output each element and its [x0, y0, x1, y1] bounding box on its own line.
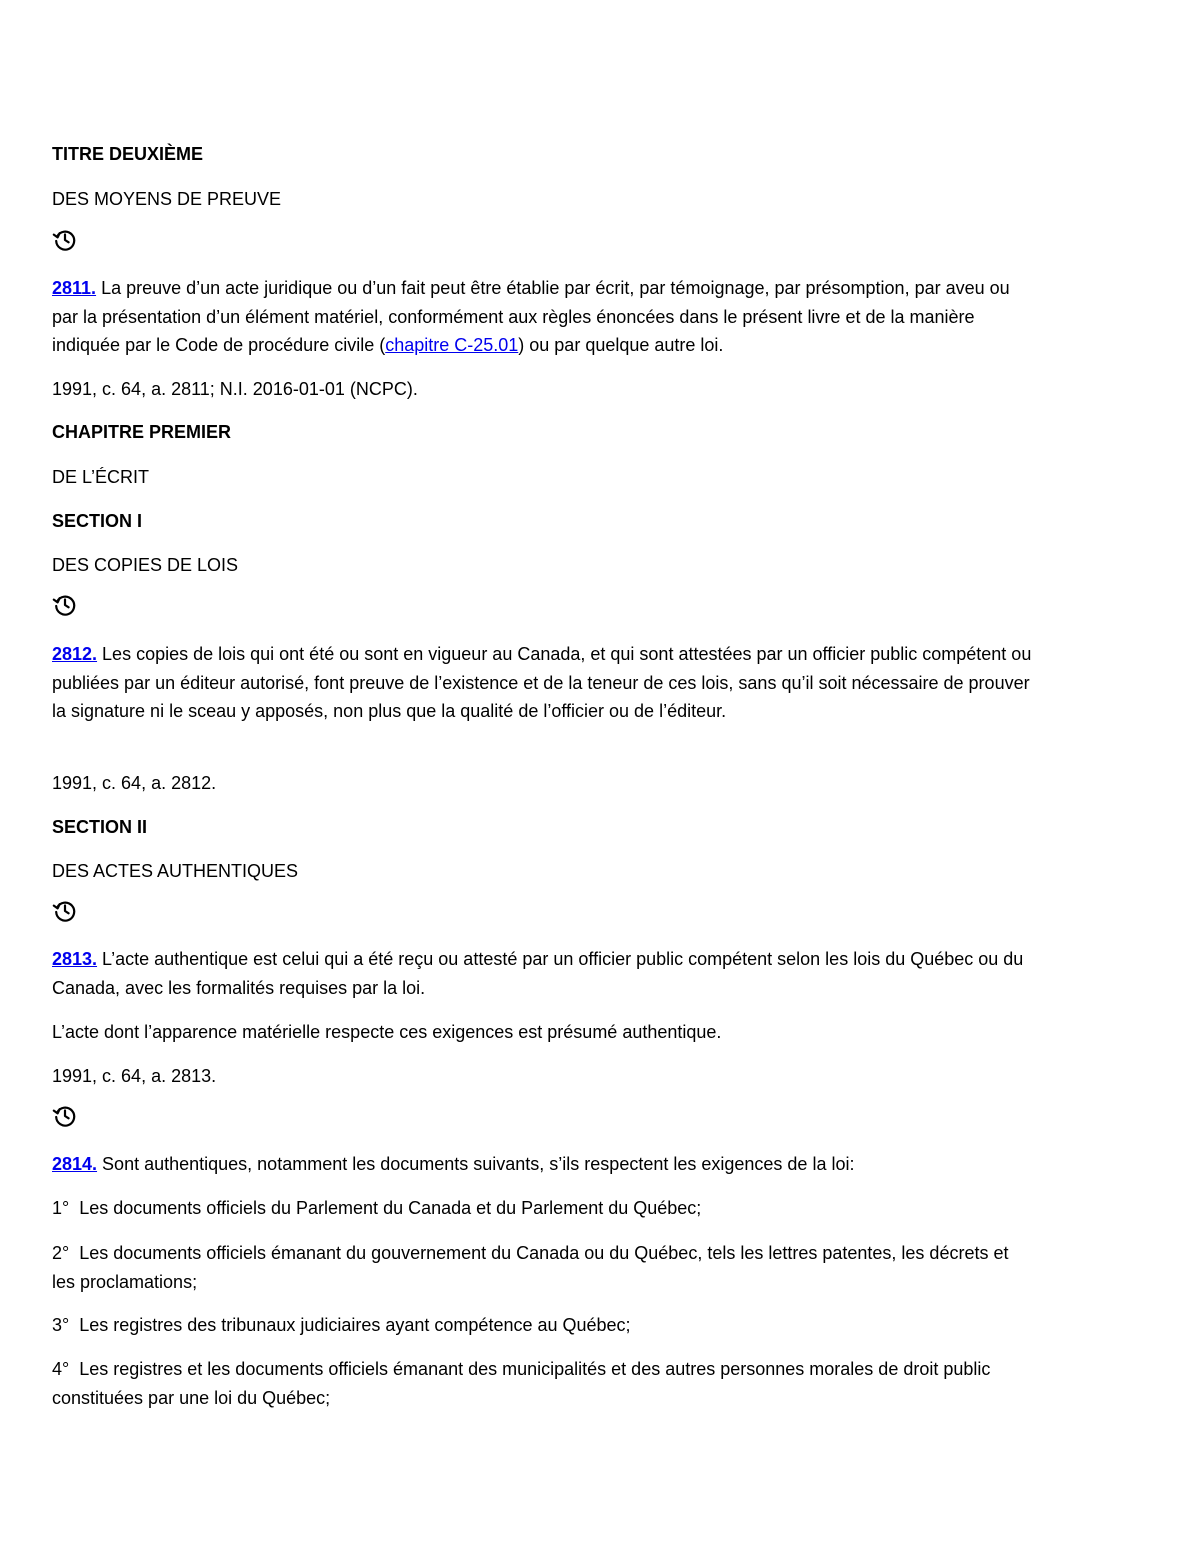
history-icon[interactable]: [52, 1103, 78, 1129]
article-2813: [52, 945, 1032, 1002]
article-2811-history: 1991, c. 64, a. 2811; N.I. 2016-01-01 (NCPC).: [52, 379, 418, 399]
article-2811-text-end: ) ou par quelque autre loi.: [518, 335, 724, 355]
chapter-heading: CHAPITRE PREMIER: [52, 422, 232, 442]
list-item: [52, 1355, 1032, 1412]
article-2811-link[interactable]: 2811.: [52, 278, 97, 298]
list-item-text: Les documents officiels du Parlement du Canada et du Parlement du Québec;: [79, 1198, 702, 1218]
history-icon[interactable]: [52, 592, 78, 618]
section-1-heading: SECTION I: [52, 511, 143, 531]
section-1-subheading: DES COPIES DE LOIS: [52, 555, 239, 575]
list-item-number: 1°: [52, 1198, 70, 1218]
section-2-heading: SECTION II: [52, 817, 148, 837]
article-2814: [52, 1150, 1032, 1179]
list-item-number: 4°: [52, 1359, 70, 1379]
title-heading: TITRE DEUXIÈME: [52, 144, 204, 164]
article-2814-link[interactable]: 2814.: [52, 1154, 98, 1174]
article-2813-paragraph-2: L’acte dont l’apparence matérielle respecte ces exigences est présumé authentique.: [52, 1022, 722, 1042]
article-2814-text: Sont authentiques, notamment les documents suivants, s’ils respectent les exigences de la loi:: [97, 1154, 855, 1174]
list-item: [52, 1311, 1032, 1340]
article-2812: [52, 640, 1032, 726]
list-item-text: Les documents officiels émanant du gouvernement du Canada ou du Québec, tels les lettres patentes, les décrets et les proclamations;: [52, 1243, 1009, 1292]
list-item-text: Les registres des tribunaux judiciaires ayant compétence au Québec;: [79, 1315, 631, 1335]
list-item-text: Les registres et les documents officiels émanant des municipalités et des autres personnes morales de droit public constituées par une loi du Québec;: [52, 1359, 991, 1408]
article-2813-text: L’acte authentique est celui qui a été reçu ou attesté par un officier public compétent selon les lois du Québec ou du Canada, avec les formalités requises par la loi.: [52, 949, 1024, 998]
article-2812-text: Les copies de lois qui ont été ou sont en vigueur au Canada, et qui sont attestées par un officier public compétent ou publiées par un éditeur autorisé, font preuve de l’existence et de la teneur de ces lois, sans qu’il soit nécessaire de prouver la signature ni le sceau y apposés, non plus que la qualité de l’officier ou de l’éditeur.: [52, 644, 1032, 721]
history-icon[interactable]: [52, 227, 78, 253]
article-2813-history: 1991, c. 64, a. 2813.: [52, 1066, 217, 1086]
history-icon[interactable]: [52, 898, 78, 924]
article-2811: [52, 274, 1032, 360]
list-item: [52, 1194, 1032, 1223]
article-2813-link[interactable]: 2813.: [52, 949, 98, 969]
list-item-number: 3°: [52, 1315, 70, 1335]
chapter-subheading: DE L’ÉCRIT: [52, 467, 150, 487]
title-subheading: DES MOYENS DE PREUVE: [52, 189, 282, 209]
section-2-subheading: DES ACTES AUTHENTIQUES: [52, 861, 299, 881]
article-2812-history: 1991, c. 64, a. 2812.: [52, 773, 217, 793]
article-2811-text: La preuve d’un acte juridique ou d’un fait peut être établie par écrit, par témoignage, par présomption, par aveu ou par la présentation d’un élément matériel, conformément aux règles énoncées dans le présent livre et de la manière indiquée par le Code de procédure civile (: [52, 278, 1010, 355]
list-item-number: 2°: [52, 1243, 70, 1263]
chapter-reference-link[interactable]: chapitre C-25.01: [385, 335, 519, 355]
article-2812-link[interactable]: 2812.: [52, 644, 98, 664]
list-item: [52, 1239, 1032, 1296]
